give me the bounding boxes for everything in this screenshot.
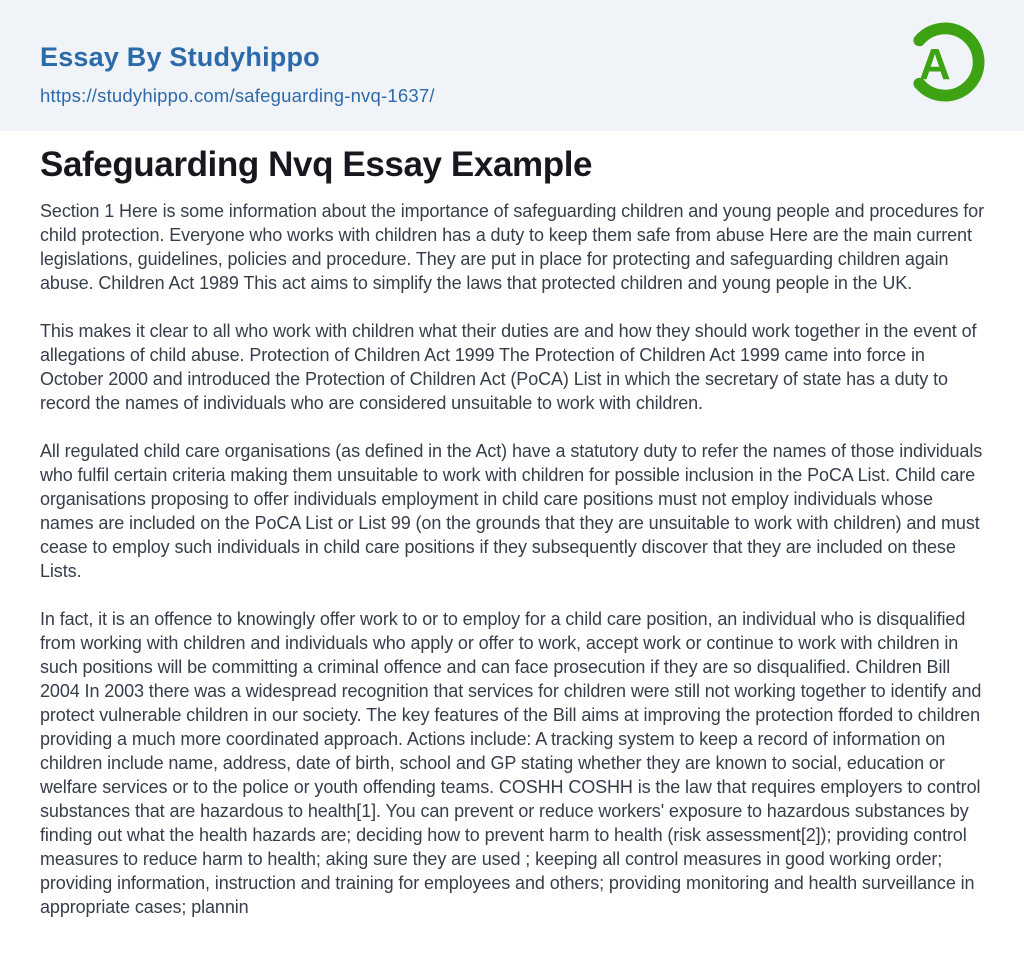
studyhippo-logo <box>903 18 987 106</box>
essay-paragraph-1: Section 1 Here is some information about the importance of safeguarding children and young people and procedures for child protection. Everyone who works with children has a duty to keep them safe from abuse Here are the main current legislations, guidelines, policies and procedure. They are put in place for protecting and safeguarding children again abuse. Children Act 1989 This act aims to simplify the laws that protected children and young people in the UK. <box>40 201 984 293</box>
source-url-link[interactable]: https://studyhippo.com/safeguarding-nvq-1637/ <box>40 85 435 106</box>
essay-content <box>0 131 1024 919</box>
logo-arc-icon <box>903 18 987 106</box>
brand-title: Essay By Studyhippo <box>40 42 320 72</box>
essay-paragraph-2: This makes it clear to all who work with children what their duties are and how they should work together in the event of allegations of child abuse. Protection of Children Act 1999 The Protection of Children Act 1999 came into force in October 2000 and introduced the Protection of Children Act (PoCA) List in which the secretary of state has a duty to record the names of individuals who are considered unsuitable to work with children. <box>40 321 977 413</box>
essay-title: Safeguarding Nvq Essay Example <box>40 145 593 184</box>
essay-paragraph-3: All regulated child care organisations (as defined in the Act) have a statutory duty to refer the names of those individuals who fulfil certain criteria making them unsuitable to work with children for possible inclusion in the PoCA List. Child care organisations proposing to offer individuals employment in child care positions must not employ individuals whose names are included on the PoCA List or List 99 (on the grounds that they are unsuitable to work with children) and must cease to employ such individuals in child care positions if they subsequently discover that they are included on these Lists. <box>40 441 983 581</box>
logo-letter: A <box>919 39 951 89</box>
page-header <box>0 0 1024 131</box>
essay-paragraph-4: In fact, it is an offence to knowingly offer work to or to employ for a child care position, an individual who is disqualified from working with children and individuals who apply or offer to work, accept work or continue to work with children in such positions will be committing a criminal offence and can face prosecution if they are so disqualified. Children Bill 2004 In 2003 there was a widespread recognition that services for children were still not working together to identify and protect vulnerable children in our society. The key features of the Bill aims at improving the protection fforded to children providing a much more coordinated approach. Actions include: A tracking system to keep a record of information on children include name, address, date of birth, school and GP stating whether they are known to social, education or welfare services or to the police or youth offending teams. COSHH COSHH is the law that requires employers to control substances that are hazardous to health[1]. You can prevent or reduce workers' exposure to hazardous substances by finding out what the health hazards are; deciding how to prevent harm to health (risk assessment[2]); providing control measures to reduce harm to health; aking sure they are used ; keeping all control measures in good working order; providing information, instruction and training for employees and others; providing monitoring and health surveillance in appropriate cases; plannin <box>40 609 982 917</box>
